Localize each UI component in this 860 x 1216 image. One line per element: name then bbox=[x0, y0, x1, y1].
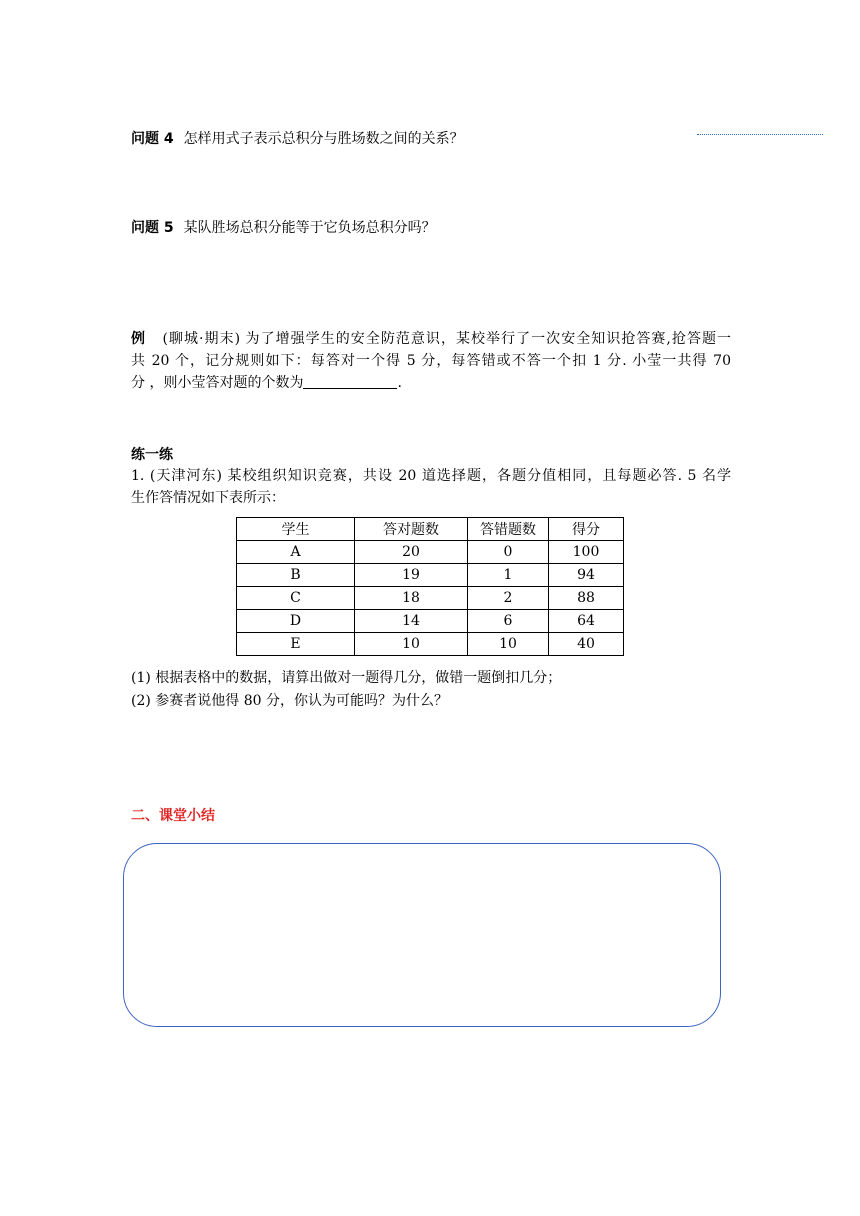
table-header: 答错题数 bbox=[468, 518, 549, 541]
table-cell: 18 bbox=[355, 587, 468, 610]
example-problem bbox=[131, 328, 731, 394]
table-cell: 20 bbox=[355, 541, 468, 564]
table-cell: C bbox=[237, 587, 355, 610]
table-cell: 10 bbox=[468, 633, 549, 656]
question-5-label: 问题 5 bbox=[131, 220, 174, 236]
sub-question-2: (2) 参赛者说他得 80 分，你认为可能吗？为什么？ bbox=[131, 693, 448, 709]
table-cell: 6 bbox=[468, 610, 549, 633]
question-5 bbox=[131, 218, 436, 238]
practice-intro bbox=[131, 465, 731, 509]
table-cell: 19 bbox=[355, 564, 468, 587]
table-cell: 94 bbox=[549, 564, 624, 587]
table-cell: 64 bbox=[549, 610, 624, 633]
table-row bbox=[237, 564, 624, 587]
example-line-3: 分 ，则小莹答对题的个数为 . bbox=[131, 375, 402, 391]
table-cell: A bbox=[237, 541, 355, 564]
table-cell: 40 bbox=[549, 633, 624, 656]
question-4-label: 问题 4 bbox=[131, 131, 174, 147]
table-cell: E bbox=[237, 633, 355, 656]
table-row bbox=[237, 541, 624, 564]
table-header: 答对题数 bbox=[355, 518, 468, 541]
table-header-row bbox=[237, 518, 624, 541]
table-row bbox=[237, 610, 624, 633]
table-cell: 0 bbox=[468, 541, 549, 564]
margin-dotted-line bbox=[697, 134, 823, 135]
table-cell: 2 bbox=[468, 587, 549, 610]
question-4 bbox=[131, 129, 464, 149]
summary-title: 二、课堂小结 bbox=[131, 808, 215, 824]
table-cell: 14 bbox=[355, 610, 468, 633]
table-header: 学生 bbox=[237, 518, 355, 541]
score-table bbox=[236, 517, 624, 656]
table-header: 得分 bbox=[549, 518, 624, 541]
example-line-2: 共 20 个，记分规则如下：每答对一个得 5 分，每答错或不答一个扣 1 分. 小莹一共得 70 bbox=[131, 353, 731, 369]
table-cell: 100 bbox=[549, 541, 624, 564]
table-cell: 88 bbox=[549, 587, 624, 610]
table-cell: B bbox=[237, 564, 355, 587]
answer-blank bbox=[303, 374, 397, 389]
example-label: 例 bbox=[131, 331, 147, 347]
practice-heading: 练一练 bbox=[131, 447, 173, 463]
table-row bbox=[237, 587, 624, 610]
summary-box bbox=[123, 843, 721, 1027]
table-cell: 1 bbox=[468, 564, 549, 587]
example-line-1: 例 (聊城·期末) 为了增强学生的安全防范意识，某校举行了一次安全知识抢答赛,抢答题一 bbox=[131, 331, 732, 347]
table-row bbox=[237, 633, 624, 656]
practice-intro-line-2: 生作答情况如下表所示： bbox=[131, 490, 285, 506]
question-4-text: 怎样用式子表示总积分与胜场数之间的关系？ bbox=[183, 131, 464, 147]
question-5-text: 某队胜场总积分能等于它负场总积分吗？ bbox=[183, 220, 436, 236]
practice-intro-line-1: 1. (天津河东) 某校组织知识竞赛，共设 20 道选择题，各题分值相同，且每题必答. 5 名学 bbox=[131, 468, 731, 484]
table-cell: 10 bbox=[355, 633, 468, 656]
sub-question-1: (1) 根据表格中的数据，请算出做对一题得几分，做错一题倒扣几分； bbox=[131, 670, 562, 686]
table-cell: D bbox=[237, 610, 355, 633]
